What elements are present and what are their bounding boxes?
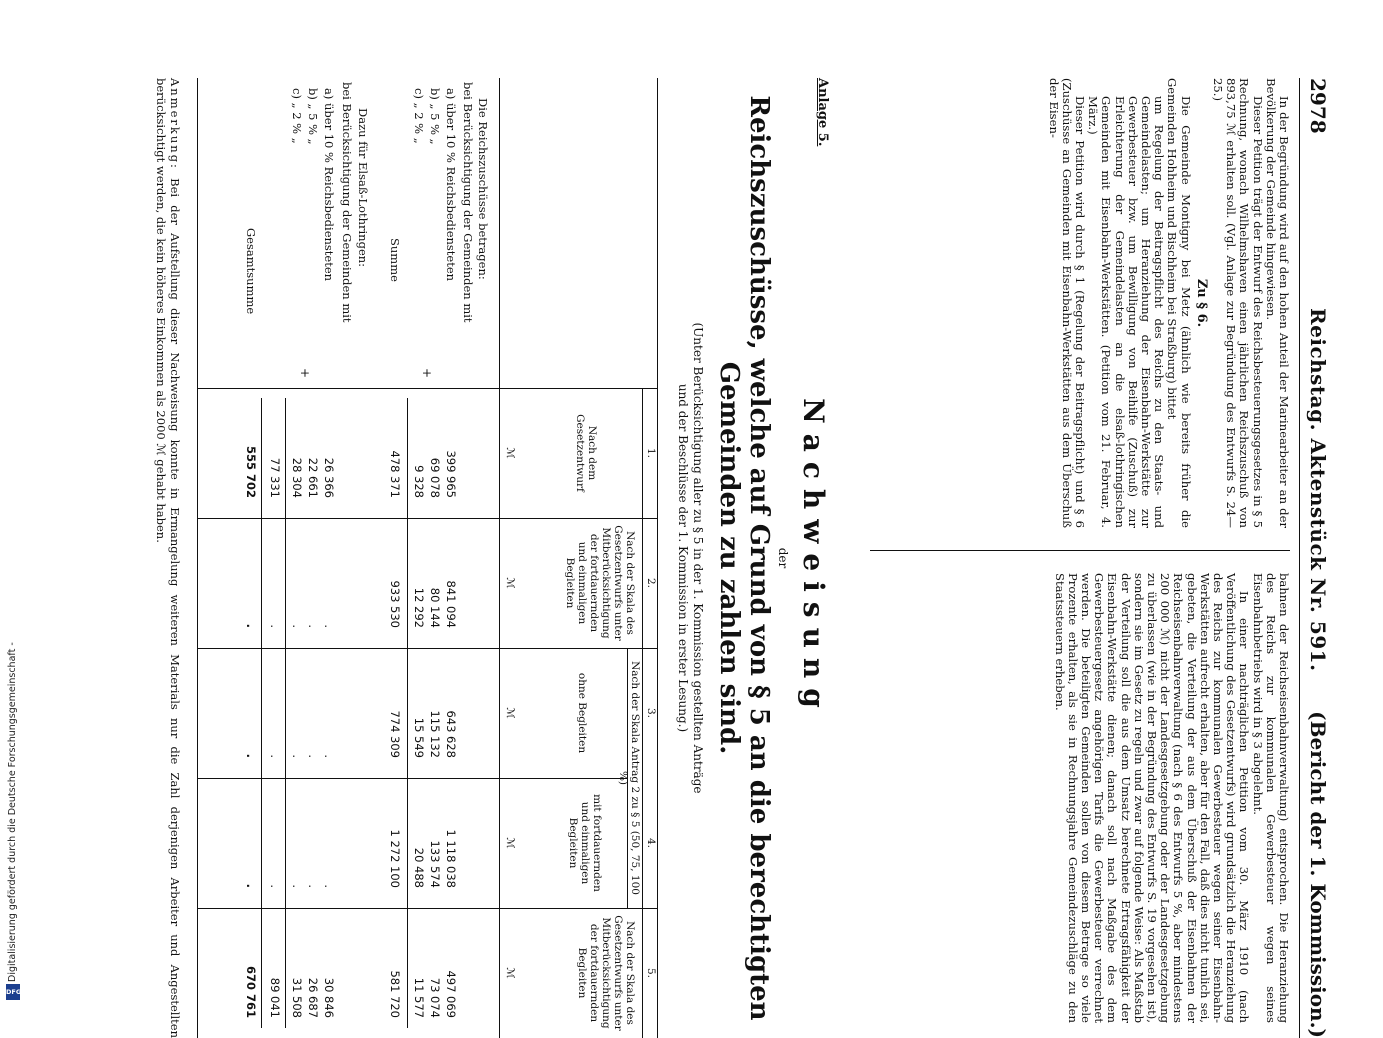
row2-c-value-col-3: . (290, 754, 304, 758)
rotated-document-page (80, 78, 1330, 1038)
row2-c-value-col-1: 28 304 (290, 457, 304, 498)
row2-b-value-col-1: 22 661 (306, 457, 320, 498)
unit-col-1: ℳ (504, 447, 516, 459)
plus-sign: + (420, 368, 434, 379)
col-number-1: 1. (645, 447, 657, 459)
anlage-label: Anlage 5. (815, 78, 830, 147)
page-number: 2978 (1306, 78, 1330, 134)
row2-a-value-col-1: 26 366 (322, 457, 336, 498)
table-header-rule (499, 78, 500, 1038)
plus-sign-2: + (298, 368, 312, 379)
subtotal-value-col-1: 77 331 (268, 457, 282, 498)
left-paragraph-5: Dieser Petition wird durch § 1 (Regelung der Beitragspflicht) und § 6 (Zuschüsse an Gemeinden mit Eisenbahn-Werkstätten aus dem Überschuß der Eisen- (1046, 78, 1087, 528)
left-text-column (1046, 78, 1290, 528)
row2-a-value-col-3: . (322, 754, 336, 758)
row1-c-value-col-1: 9 328 (412, 465, 426, 498)
sum-value-col-2: 933 530 (388, 580, 402, 628)
row2-a-label: a) über 10 % Reichsbediensteten (322, 88, 336, 282)
zuschuesse-table (198, 78, 658, 1038)
left-paragraph-4: um Regelung der Beitragspflicht des Reichs zu den Staats- und Gemeindelasten; um Heranziehung der Eisenbahn-Werkstätte zur Gewerbesteuer bzw. um Bewilligung von Beihilfe (Zuschuß) zur Erleichterung der Gemeindelasten an die elsaß-lothringischen Gemeinden mit Eisenbahn-Werkstätten. (Petition vom 21. Februar, 4. März.) (1086, 96, 1167, 528)
right-text-column (1052, 573, 1290, 1023)
row2-a-value-col-2: . (322, 624, 336, 628)
section-2-heading: Dazu für Elsaß-Lothringen: (356, 108, 370, 268)
row1-c-label: c) „ 2 % „ (412, 88, 426, 144)
subtotal-value-col-5: 89 041 (268, 977, 282, 1018)
total-value-col-1: 555 702 (244, 445, 258, 498)
table-vline-3 (198, 648, 658, 649)
subtotal-value-col-4: . (268, 884, 282, 888)
table-bottom-rule (197, 78, 198, 1038)
dfg-credit-text: Digitalisierung gefördert durch die Deutsche Forschungsgemeinschaft - (7, 642, 18, 982)
row2-c-label: c) „ 2 % „ (290, 88, 304, 144)
row2-a-value-col-5: 30 846 (322, 977, 336, 1018)
row2-c-value-col-4: . (290, 884, 304, 888)
unit-col-2: ℳ (504, 577, 516, 589)
sum-rule (407, 398, 408, 1028)
col-header-1: Nach dem Gesetzentwurf (574, 414, 598, 492)
table-vline-2 (198, 518, 658, 519)
row2-b-value-col-3: . (306, 754, 320, 758)
col-number-3: 3. (645, 707, 657, 719)
row1-c-value-col-3: 15 549 (412, 717, 426, 758)
right-paragraph-1: bahnen der Reichseisenbahnverwaltung) entsprochen. Die Heranziehung des Reichs zur kommunalen Gewerbesteuer wegen seines Eisenbahnbetriebs wird in § 3 abgelehnt. (1250, 573, 1291, 1023)
row2-b-value-col-2: . (306, 624, 320, 628)
sum-value-col-3: 774 309 (388, 710, 402, 758)
row1-b-label: b) „ 5 % „ (428, 88, 442, 145)
total-value-col-5: 670 761 (244, 965, 258, 1018)
total-value-col-4: . (244, 883, 258, 888)
page-header (1300, 78, 1330, 1038)
table-vline-1 (198, 388, 658, 389)
section-1-subheading: bei Berücksichtigung der Gemeinden mit (461, 82, 475, 323)
column-divider (870, 550, 1290, 551)
left-paragraph-3: Die Gemeinde Montigny bei Metz (ähnlich wie bereits früher die Gemeinden Hohheim und Bischheim bei Straßburg) bittet (1165, 78, 1193, 528)
left-paragraph-2: Dieser Petition trägt der Entwurf des Reichsbesteuerungsgesetzes in § 5 Rechnung, wonach Wilhelmshaven einen jährlichen Reichszuschuß von 893,75 ℳ erhalten soll. (Vgl. Anlage zur Begründung des Entwurfs S. 24—25.) (1210, 78, 1265, 528)
row1-b-value-col-3: 115 132 (428, 710, 442, 758)
nachweisung-main-title: Reichszuschüsse, welche auf Grund von § 5 an die berechtigten Gemeinden zu zahlen sind. (714, 95, 774, 1021)
sum-value-col-4: 1 272 100 (388, 829, 402, 888)
right-paragraph-2: In einer nachträglichen Petition vom 30. März 1910 (nach Veröffentlichung des Gesetzentwurfs) wird grundsätzlich die Heranziehung des Reichs zur kommunalen Gewerbesteuer wegen seiner Eisenbahn-Werkstätten aufrecht erhalten, aber für den Fall, daß dies nicht tunlich sei, gebeten, die Verteilung der aus dem Überschuß der Eisenbahnen der Reichseisenbahnverwaltung (nach § 6 des Entwurfs 5 %, aber mindestens 200 000 ℳ) nicht der Landesgesetzgebung oder der Landesgesetzgebung zu überlassen (wie in der Begründung des Entwurfs S. 19 vorgesehen ist), sondern sie im Gesetz zu regeln und zwar auf folgende Weise: Als Maßstab der Verteilung soll die aus dem Umsatz berechnete Ertragsfähigkeit der Eisenbahn-Werkstätte dienen; danach soll nach Maßgabe des dem Gewerbesteuergesetz angehörigen Tarifs die Gewerbesteuer verrechnet werden. Die beteiligten Gemeinden sollen von diesem Betrage so viele Prozente erhalten, als sie in Rechnungsjahre Gemeindezuschläge zu den Staatssteuern erheben. (1052, 573, 1252, 1023)
total-value-col-2: . (244, 623, 258, 628)
nachweisung-der: der (776, 547, 790, 569)
total-value-col-3: . (244, 753, 258, 758)
row1-b-value-col-1: 69 078 (428, 457, 442, 498)
col-number-5: 5. (645, 967, 657, 979)
header-rule (1299, 78, 1300, 1038)
row1-b-value-col-2: 80 144 (428, 587, 442, 628)
col-header-2: Nach der Skala des Gesetzentwurfs unter Mitberücksichtigung der fortdauernden und einmaligen Begleiten (564, 525, 636, 641)
total-label: Gesamtsumme (244, 228, 258, 315)
header-title: Reichstag. Aktenstück Nr. 591. (1306, 308, 1330, 672)
row2-a-value-col-4: . (322, 884, 336, 888)
unit-col-5: ℳ (504, 967, 516, 979)
table-top-rule (657, 78, 658, 1038)
col-header-34-group: Nach der Skala Antrag 2 zu § 5 (50, 75, 100 %) (617, 661, 641, 895)
section-heading: Zu § 6. (1193, 278, 1209, 328)
row2-b-value-col-5: 26 687 (306, 977, 320, 1018)
col-header-3: ohne Begleiten (576, 672, 588, 754)
dfg-logo: DFG (6, 984, 20, 1000)
subtotal-value-col-2: . (268, 624, 282, 628)
col-header-5: Nach der Skala des Gesetzentwurfs unter Mitberücksichtigung der fortdauernden Begleiten (576, 915, 636, 1031)
row2-b-value-col-4: . (306, 884, 320, 888)
table-colnum-rule (642, 388, 643, 1038)
row1-c-value-col-4: 20 488 (412, 847, 426, 888)
left-paragraph-1: In der Begründung wird auf den hohen Anteil der Marinearbeiter an der Bevölkerung der Gemeinde hingewiesen. (1263, 78, 1291, 528)
header-subtitle: (Bericht der 1. Kommission.) (1306, 711, 1330, 1038)
section-2-subheading: bei Berücksichtigung der Gemeinden mit (340, 82, 354, 323)
col-number-4: 4. (645, 837, 657, 849)
subtotal-rule (285, 398, 286, 1028)
note-label: Anmerkung: (168, 78, 182, 170)
row1-c-value-col-5: 11 577 (412, 977, 426, 1018)
sum-value-col-1: 478 371 (388, 450, 402, 498)
col-number-2: 2. (645, 577, 657, 589)
row1-a-value-col-5: 497 069 (444, 970, 458, 1018)
section-1-heading: Die Reichszuschüsse betragen: (476, 98, 490, 280)
table-vline-5 (198, 908, 658, 909)
row1-b-value-col-4: 133 574 (428, 840, 442, 888)
sum-value-col-5: 581 720 (388, 970, 402, 1018)
row2-c-value-col-5: 31 508 (290, 977, 304, 1018)
unit-col-4: ℳ (504, 837, 516, 849)
nachweisung-subtitle-line-2: und der Beschlüsse der 1. Kommission in erster Lesung.) (676, 383, 690, 733)
nachweisung-subtitle (675, 78, 705, 1038)
row2-c-value-col-2: . (290, 624, 304, 628)
nachweisung-title: Nachweisung (797, 398, 830, 718)
subtotal-value-col-3: . (268, 754, 282, 758)
table-vline-4 (198, 778, 628, 779)
dfg-credit (6, 602, 20, 998)
annotation-note (154, 78, 182, 1038)
total-rule (261, 398, 262, 1028)
nachweisung-subtitle-line-1: (Unter Berücksichtigung aller zu § 5 in der 1. Kommission gestellten Anträge (691, 322, 705, 794)
row1-a-value-col-1: 399 965 (444, 450, 458, 498)
unit-col-3: ℳ (504, 707, 516, 719)
col-header-4: mit fortdauernden und einmaligen Begleiten (567, 794, 603, 892)
sum-label: Summe (388, 238, 402, 282)
row1-c-value-col-2: 12 292 (412, 587, 426, 628)
row1-a-value-col-3: 643 628 (444, 710, 458, 758)
row2-b-label: b) „ 5 % „ (306, 88, 320, 145)
row1-a-value-col-2: 841 094 (444, 580, 458, 628)
row1-a-label: a) über 10 % Reichsbediensteten (444, 88, 458, 282)
row1-b-value-col-5: 73 074 (428, 977, 442, 1018)
row1-a-value-col-4: 1 118 038 (444, 829, 458, 888)
note-text: Bei der Aufstellung dieser Nachweisung konnte in Ermangelung weiteren Materials nur die Zahl derjenigen Arbeiter und Angestellten berücksichtigt werden, die kein höheres Einkommen als 2000 ℳ gehabt haben. (154, 78, 182, 1038)
